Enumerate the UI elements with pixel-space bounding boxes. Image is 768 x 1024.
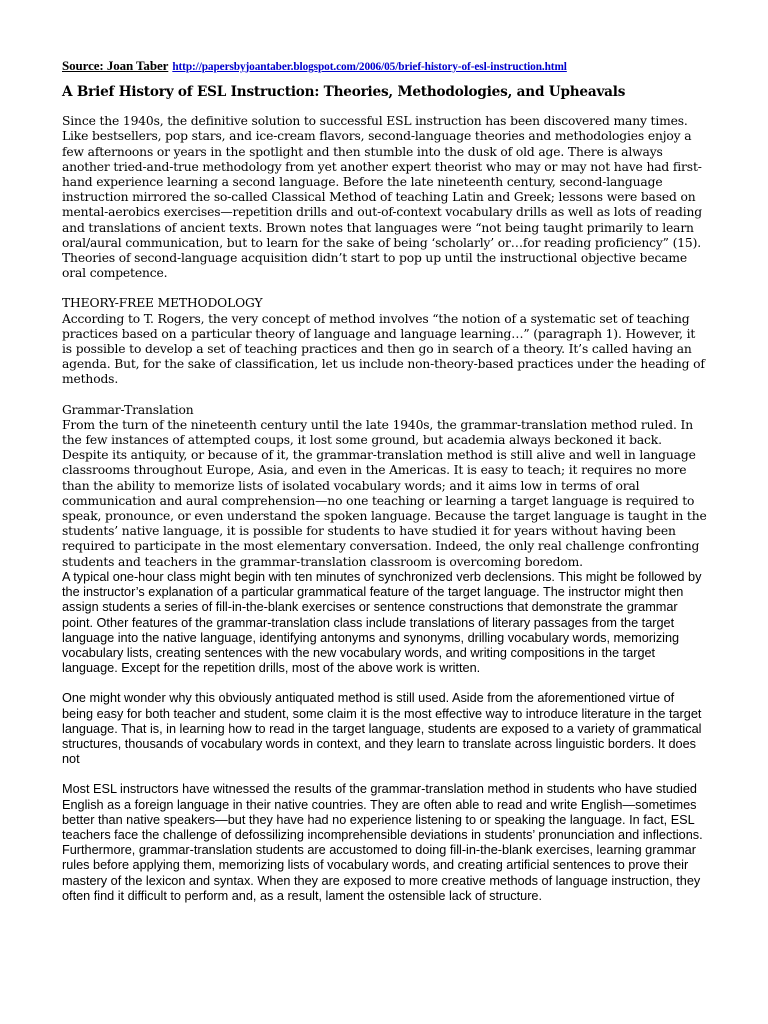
source-line [62,58,708,75]
grammar-translation-paragraph-4: Most ESL instructors have witnessed the results of the grammar-translation method in students who have studied English as a foreign language in their native countries. They are often able to read and write English—sometimes better than native speakers—but they have had no experience listening to or speaking the language. In fact, ESL teachers face the challenge of defossilizing incomprehensible deviations in students’ pronunciation and inflections. Furthermore, grammar-translation students are accustomed to doing fill-in-the-blank exercises, learning grammar rules before applying them, memorizing lists of vocabulary words, and creating artificial sentences to prove their mastery of the lexicon and syntax. When they are exposed to more creative methods of language instruction, they often find it difficult to perform and, as a result, lament the ostensible lack of structure. [62,782,703,903]
intro-paragraph: Since the 1940s, the definitive solution to successful ESL instruction has been discovered many times. Like bestsellers, pop stars, and ice-cream flavors, second-language theories and methodologies enjoy a few afternoons or years in the spotlight and then stumble into the dusk of old age. There is always another tried-and-true methodology from yet another expert theorist who may or may not have had first-hand experience learning a second language. Before the late nineteenth century, second-language instruction mirrored the so-called Classical Method of teaching Latin and Greek; lessons were based on mental-aerobics exercises—repetition drills and out-of-context vocabulary drills as well as lots of reading and translations of ancient texts. Brown notes that languages were “not being taught primarily to learn oral/aural communication, but to learn for the sake of being ‘scholarly’ or…for reading proficiency” (15). Theories of second-language acquisition didn’t start to pop up until the instructional objective became oral competence. [62,114,702,281]
grammar-translation-paragraph-2: A typical one-hour class might begin with ten minutes of synchronized verb declensions. This might be followed by the instructor’s explanation of a particular grammatical feature of the target language. The instructor might then assign students a series of fill-in-the-blank exercises or sentence constructions that demonstrate the grammar point. Other features of the grammar-translation class include translations of literary passages from the target language into the native language, identifying antonyms and synonyms, drilling vocabulary words, memorizing vocabulary lists, creating sentences with the new vocabulary words, and writing compositions in the target language. Except for the repetition drills, most of the above work is written. [62,569,702,676]
grammar-translation-paragraph-3: One might wonder why this obviously antiquated method is still used. Aside from the aforementioned virtue of being easy for both teacher and student, some claim it is the most effective way to introduce literature in the target language. That is, in learning how to read in the target language, students are exposed to a variety of grammatical structures, thousands of vocabulary words in context, and they learn to translate across linguistic borders. It does not [62,691,702,767]
section-paragraph-theory-free: According to T. Rogers, the very concept of method involves “the notion of a systematic set of teaching practices based on a particular theory of language and language learning…” (paragraph 1). However, it is possible to develop a set of teaching practices and then go in search of a theory. It’s called having an agenda. But, for the sake of classification, let us include non-theory-based practices under the heading of methods. [62,311,705,387]
document-title: A Brief History of ESL Instruction: Theories, Methodologies, and Upheavals [62,84,626,101]
section-heading-grammar-translation: Grammar-Translation [62,402,194,417]
source-label: Source: Joan Taber [62,58,169,73]
paragraph-gap [62,388,708,403]
paragraph-gap [62,676,708,691]
paragraph-gap [62,767,708,782]
grammar-translation-paragraph-1: From the turn of the nineteenth century until the late 1940s, the grammar-translation method ruled. In the few instances of attempted coups, it lost some ground, but academia always beckoned it back. Despite its antiquity, or because of it, the grammar-translation method is still alive and well in language classrooms throughout Europe, Asia, and even in the Americas. It is easy to teach; it requires no more than the ability to memorize lists of isolated vocabulary words; and it aims low in terms of oral communication and aural comprehension—no one teaching or learning a target language is required to speak, pronounce, or even understand the spoken language. Because the target language is taught in the students’ native language, it is possible for students to have studied it for years without having been required to participate in the most elementary conversation. Indeed, the only real challenge confronting students and teachers in the grammar-translation classroom is overcoming boredom. [62,417,707,569]
source-link[interactable]: http://papersbyjoantaber.blogspot.com/2006/05/brief-history-of-esl-instruction.html [172,61,567,73]
section-heading-theory-free: THEORY-FREE METHODOLOGY [62,296,263,311]
paragraph-gap [62,281,708,296]
document-page [62,58,708,904]
